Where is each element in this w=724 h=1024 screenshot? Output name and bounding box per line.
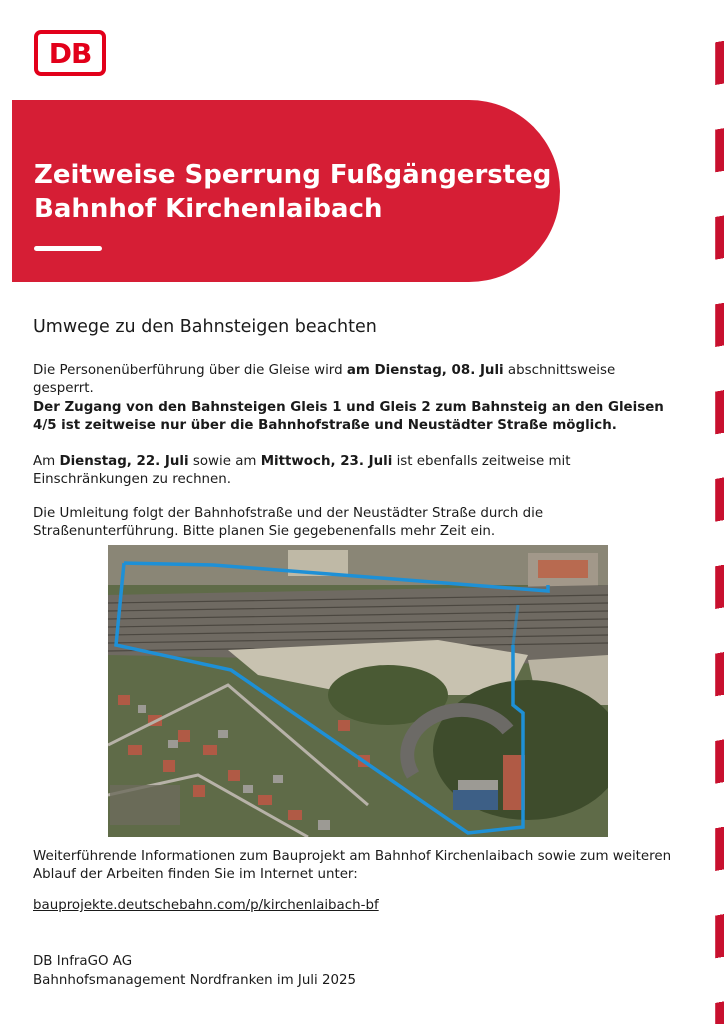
p3-text3: ist ebenfalls zeitweise mit Einschränkungen zu rechnen.	[33, 454, 571, 487]
more-info-text: Weiterführende Informationen zum Bauprojekt am Bahnhof Kirchenlaibach sowie zum weiteren Ablauf der Arbeiten finden Sie im Internet unter:	[33, 849, 672, 882]
footer	[33, 952, 356, 990]
section-heading: Umwege zu den Bahnsteigen beachten	[33, 317, 377, 337]
detour-map	[108, 545, 608, 837]
banner-title	[34, 158, 551, 226]
paragraph-detour: Die Umleitung folgt der Bahnhofstraße und der Neustädter Straße durch die Straßenunterführung. Bitte planen Sie gegebenenfalls mehr Zeit ein.	[33, 506, 544, 539]
banner-title-line1: Zeitweise Sperrung Fußgängersteg	[34, 160, 552, 190]
p3-bold-date2: Mittwoch, 23. Juli	[260, 454, 393, 469]
p3-text1: Am	[33, 454, 60, 469]
p3-text2: sowie am	[188, 454, 261, 469]
db-logo: DB	[34, 30, 106, 76]
banner-title-line2: Bahnhof Kirchenlaibach	[34, 194, 383, 224]
p1-text1: Die Personenüberführung über die Gleise wird	[33, 363, 347, 378]
project-link[interactable]: bauprojekte.deutschebahn.com/p/kirchenlaibach-bf	[33, 898, 379, 913]
banner-underline	[34, 246, 102, 251]
p3-bold-date1: Dienstag, 22. Juli	[59, 454, 189, 469]
p1-bold-date: am Dienstag, 08. Juli	[346, 363, 504, 378]
p1-text2: abschnittsweise gesperrt.	[33, 363, 616, 396]
paragraph-closure-date	[33, 362, 678, 398]
aerial-map-image	[108, 545, 608, 837]
footer-department: Bahnhofsmanagement Nordfranken im Juli 2025	[33, 973, 357, 988]
paragraph-access-info: Der Zugang von den Bahnsteigen Gleis 1 und Gleis 2 zum Bahnsteig an den Gleisen 4/5 ist zeitweise nur über die Bahnhofstraße und Neustädter Straße möglich.	[33, 400, 664, 433]
title-banner	[12, 100, 560, 282]
edge-hazard-stripe	[702, 0, 724, 1024]
footer-company: DB InfraGO AG	[33, 954, 133, 969]
paragraph-further-dates	[33, 453, 678, 489]
